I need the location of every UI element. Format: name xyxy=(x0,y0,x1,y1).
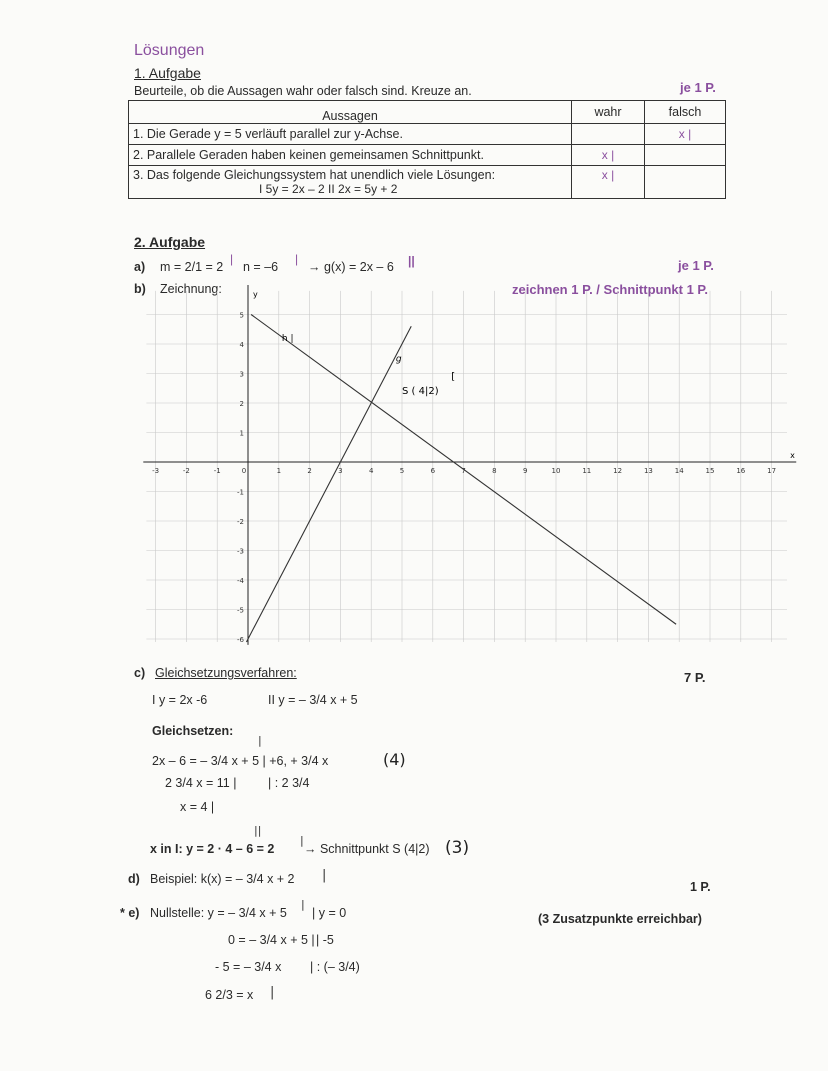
page-title: Lösungen xyxy=(134,42,205,59)
x-tick-label: 11 xyxy=(582,467,592,475)
y-tick-label: -4 xyxy=(237,577,244,585)
part-e-mark: | xyxy=(301,898,305,911)
x-axis-label: x xyxy=(790,451,795,460)
row3-false-cell[interactable] xyxy=(645,166,726,199)
truth-table xyxy=(128,100,726,199)
x-tick-label: 3 xyxy=(338,467,343,475)
x-tick-label: 2 xyxy=(307,467,312,475)
table-header-row xyxy=(129,101,726,124)
part-a-points: je 1 P. xyxy=(678,258,714,273)
y-tick-label: -2 xyxy=(237,518,244,526)
part-e-label: * e) xyxy=(120,906,140,920)
part-c-label: c) xyxy=(134,666,146,680)
label-h: h | xyxy=(281,334,294,345)
y-tick-label: -5 xyxy=(237,606,244,615)
x-tick-label: 8 xyxy=(492,467,497,475)
y-tick-label: -3 xyxy=(237,547,244,556)
table-row xyxy=(129,166,726,199)
part-e-op3: | : (– 3/4) xyxy=(310,960,360,974)
x-tick-label: -1 xyxy=(213,467,221,475)
row3-true-cell[interactable]: x | xyxy=(572,166,645,199)
part-e-points: (3 Zusatzpunkte erreichbar) xyxy=(538,912,702,926)
c-line3: x = 4 | xyxy=(180,800,215,814)
x-tick-label: 14 xyxy=(674,467,684,475)
x-tick-label: 4 xyxy=(368,467,374,475)
table-row xyxy=(129,145,726,166)
part-e-line4: 6 2/3 = x xyxy=(205,988,254,1002)
part-d-label: d) xyxy=(128,872,140,886)
part-a-mark2: | xyxy=(295,252,299,266)
x-tick-label: 17 xyxy=(767,467,777,475)
label-s: S ( 4|2) xyxy=(402,386,439,398)
row2-true-cell[interactable]: x | xyxy=(572,145,645,166)
part-a-mark3: || xyxy=(408,254,415,268)
c-xin-result: → Schnittpunkt S (4|2) xyxy=(304,842,430,856)
y-tick-label: 1 xyxy=(239,429,244,438)
part-e-line4-mark: | xyxy=(270,985,275,1000)
part-a-label: a) xyxy=(134,260,146,274)
graph-labels xyxy=(282,334,455,397)
tick-labels xyxy=(152,290,795,644)
part-b-points: zeichnen 1 P. / Schnittpunkt 1 P. xyxy=(512,282,709,297)
task1-points: je 1 P. xyxy=(680,80,716,95)
x-tick-label: 16 xyxy=(736,467,746,475)
col-statements-label: Aussagen xyxy=(322,109,378,123)
part-d-points: 1 P. xyxy=(690,880,711,894)
part-e-line2: 0 = – 3/4 x + 5 | xyxy=(228,933,315,947)
y-tick-label: -1 xyxy=(237,488,244,497)
statement-2: 2. Parallele Geraden haben keinen gemeinsamen Schnittpunkt. xyxy=(129,145,572,166)
x-tick-label: 1 xyxy=(276,467,282,475)
table-row xyxy=(129,124,726,145)
x-tick-label: -3 xyxy=(152,467,160,475)
part-a-intercept: n = –6 xyxy=(243,260,279,274)
task1-heading: 1. Aufgabe xyxy=(134,65,201,81)
part-e-op2: | -5 xyxy=(316,933,334,947)
statement-3-system: I 5y = 2x – 2 II 2x = 5y + 2 xyxy=(259,182,398,196)
axes xyxy=(143,285,796,645)
part-d-mark: | xyxy=(322,868,327,883)
x-tick-label: 10 xyxy=(551,467,561,475)
x-tick-label: 15 xyxy=(705,467,715,475)
score-4: (4) xyxy=(383,750,406,769)
y-axis-label: y xyxy=(253,289,258,299)
part-e-op1: | y = 0 xyxy=(312,906,347,920)
x-tick-label: 0 xyxy=(241,467,247,475)
c-xin: x in I: y = 2 · 4 – 6 = 2 xyxy=(150,842,275,856)
statement-3 xyxy=(129,166,572,199)
gleichsetzen-label: Gleichsetzen: xyxy=(152,724,234,738)
eq-1: I y = 2x -6 xyxy=(152,693,208,707)
c-line1-mark: | xyxy=(258,734,262,747)
c-line1: 2x – 6 = – 3/4 x + 5 | +6, + 3/4 x xyxy=(152,754,329,768)
x-tick-label: 12 xyxy=(613,467,623,475)
row1-true-cell[interactable] xyxy=(572,124,645,145)
part-a-function: → g(x) = 2x – 6 xyxy=(308,260,394,274)
col-false: falsch xyxy=(645,101,726,124)
part-e-line3: - 5 = – 3/4 x xyxy=(215,960,282,974)
c-xin-mark: || xyxy=(254,824,262,837)
part-c-points: 7 P. xyxy=(684,670,706,685)
graph-lines xyxy=(246,315,676,642)
label-s-mark: [ xyxy=(451,371,456,383)
part-a-slope: m = 2/1 = 2 xyxy=(160,260,224,274)
task2-heading: 2. Aufgabe xyxy=(134,234,206,250)
eq-2: II y = – 3/4 x + 5 xyxy=(268,693,358,707)
x-tick-label: 6 xyxy=(430,467,436,475)
x-tick-label: 13 xyxy=(643,467,653,475)
col-statements xyxy=(129,101,572,124)
y-tick-label: 4 xyxy=(239,341,244,349)
y-tick-label: 2 xyxy=(239,400,244,408)
statement-1: 1. Die Gerade y = 5 verläuft parallel zur y-Achse. xyxy=(129,124,572,145)
x-tick-label: -2 xyxy=(182,467,190,475)
part-b-label: b) xyxy=(134,282,146,296)
task1-instruction: Beurteile, ob die Aussagen wahr oder falsch sind. Kreuze an. xyxy=(134,84,472,98)
part-d-text: Beispiel: k(x) = – 3/4 x + 2 xyxy=(150,872,295,886)
part-a-mark1: | xyxy=(230,252,234,266)
score-3: (3) xyxy=(445,838,470,858)
row2-false-cell[interactable] xyxy=(645,145,726,166)
x-tick-label: 9 xyxy=(522,467,528,475)
y-tick-label: 5 xyxy=(239,311,244,320)
y-tick-label: -6 xyxy=(237,636,244,644)
c-xin-mark2: | xyxy=(300,834,304,847)
y-tick-label: 3 xyxy=(239,370,244,379)
c-line2: 2 3/4 x = 11 | xyxy=(165,776,237,790)
label-g: g xyxy=(395,354,402,365)
c-line2-op: | : 2 3/4 xyxy=(268,776,310,790)
x-tick-label: 5 xyxy=(399,467,405,475)
part-e-text: Nullstelle: y = – 3/4 x + 5 xyxy=(150,906,287,920)
part-b-text: Zeichnung: xyxy=(160,282,222,296)
row1-false-cell[interactable]: x | xyxy=(645,124,726,145)
col-true: wahr xyxy=(572,101,645,124)
part-c-text: Gleichsetzungsverfahren: xyxy=(155,666,297,680)
x-tick-label: 7 xyxy=(461,467,466,475)
statement-3-text: 3. Das folgende Gleichungssystem hat unendlich viele Lösungen: xyxy=(133,168,496,182)
